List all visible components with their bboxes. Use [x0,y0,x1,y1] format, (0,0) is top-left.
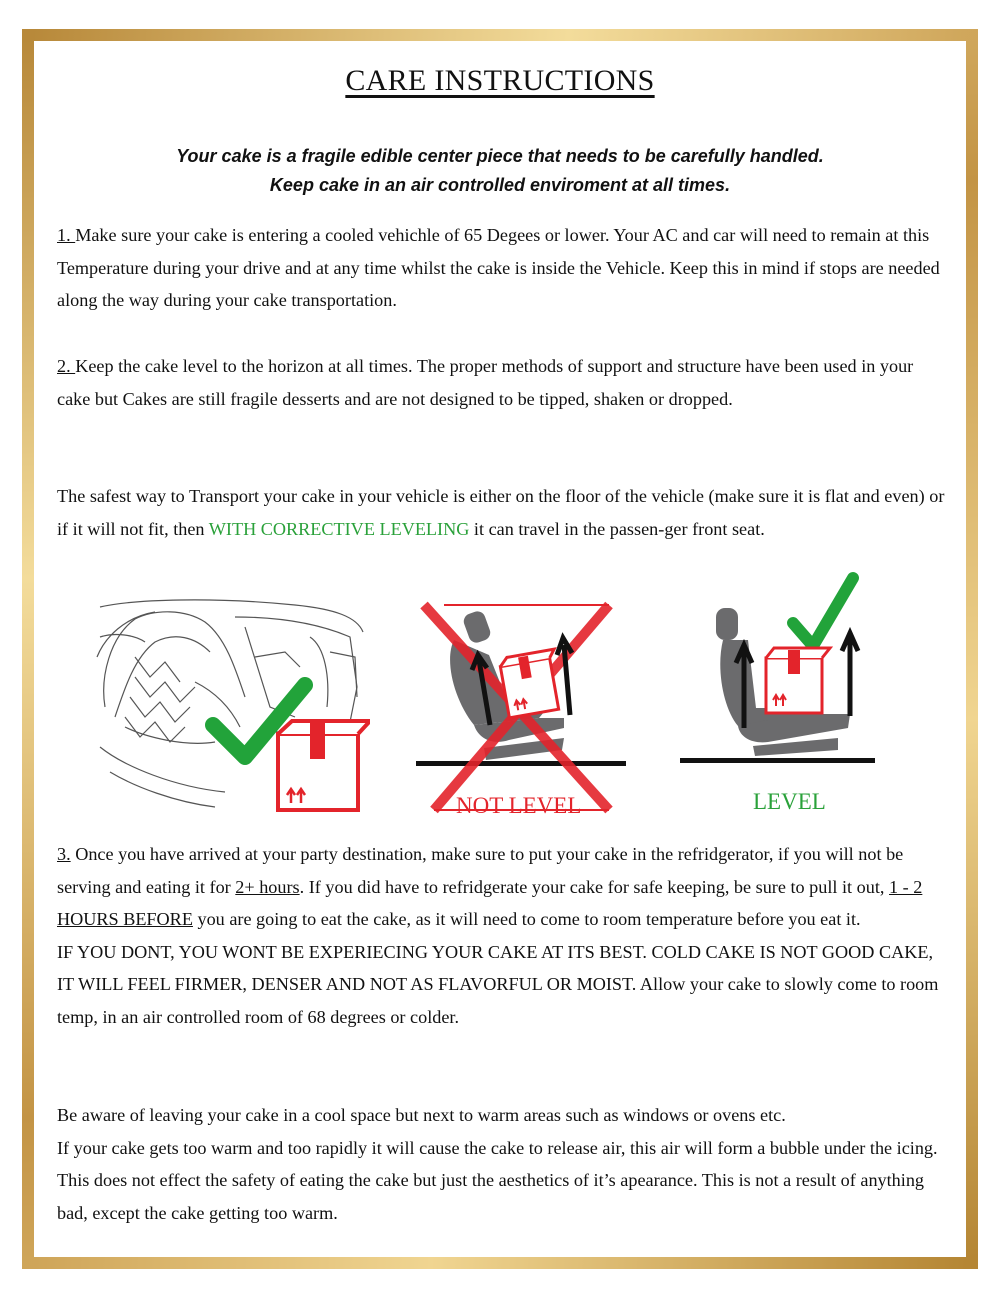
step-1-number: 1. [57,225,76,245]
subtitle-line-2: Keep cake in an air controlled enviroment at all times. [269,175,731,195]
step-1-paragraph [57,219,947,317]
up-arrow-icon [842,633,858,716]
level-label: LEVEL [753,789,826,814]
step-3-text-a: Once you have arrived at your party destination, make sure to put your cake in the refridgerator, if you will not be serving and eating it for [57,844,904,897]
not-level-seat-illustration [414,600,629,820]
cake-box-icon [766,648,830,713]
subtitle-line-1: Your cake is a fragile edible center piece that needs to be carefully handled. [176,146,824,166]
step-3-text-b: . If you did have to refridgerate your cake for safe keeping, be sure to pull it out, [299,876,889,897]
aware-paragraph [57,1099,947,1229]
level-seat-illustration [678,568,878,818]
page-title: CARE INSTRUCTIONS [345,64,655,97]
transport-text-after: it can travel in the passen-ger front seat. [469,518,765,539]
transport-paragraph [57,480,947,545]
car-interior-illustration [95,597,370,819]
cold-cake-warning: IF YOU DONT, YOU WONT BE EXPERIECING YOUR CAKE AT ITS BEST. COLD CAKE IS NOT GOOD CAKE, IT WILL FEEL FIRMER, DENSER AND NOT AS FLAVORFUL OR MOIST. [57,941,934,995]
allow-room-temp-text: Allow your cake to slowly come to room temp, in an air controlled room of 68 degrees or colder. [57,974,939,1027]
subtitle [0,142,1000,200]
hours-underlined: 2+ hours [235,876,300,897]
not-level-label: NOT LEVEL [456,793,582,818]
step-3-text-c: you are going to eat the cake, as it will need to come to room temperature before you eat it. [192,909,861,930]
step-2-paragraph [57,350,947,415]
hours-before-underlined: 1 - 2 HOURS BEFORE [57,876,923,930]
step-2-number: 2. [57,356,76,376]
up-arrow-icon [557,638,572,715]
cake-box-icon [278,721,370,810]
aware-line-1: Be aware of leaving your cake in a cool space but next to warm areas such as windows or ovens etc. [57,1105,786,1125]
corrective-leveling-highlight: WITH CORRECTIVE LEVELING [208,518,470,539]
cake-box-icon [499,649,565,718]
green-check-icon [793,578,853,646]
step-3-paragraph [57,838,947,1034]
step-2-text: Keep the cake level to the horizon at all times. The proper methods of support and structure have been used in your cake but Cakes are still fragile desserts and are not designed to be tipped, shaken or dropped. [57,356,914,409]
aware-rest: If your cake gets too warm and too rapidly it will cause the cake to release air, this air will form a bubble under the icing. This does not effect the safety of eating the cake but just the aesthetics of it’s apearance. This is not a result of anything bad, except the cake getting too warm. [57,1137,938,1223]
transport-text-before: The safest way to Transport your cake in your vehicle is either on the floor of the vehicle (make sure it is flat and even) or if it will not fit, then [57,486,945,539]
ground-line [680,758,875,763]
ground-line [416,761,626,766]
step-1-text: Make sure your cake is entering a cooled vehichle of 65 Degees or lower. Your AC and car will need to remain at this Temperature during your drive and at any time whilst the cake is inside the Vehicle. Keep this in mind if stops are needed along the way during your cake transportation. [57,225,940,311]
step-3-number: 3. [57,844,71,864]
